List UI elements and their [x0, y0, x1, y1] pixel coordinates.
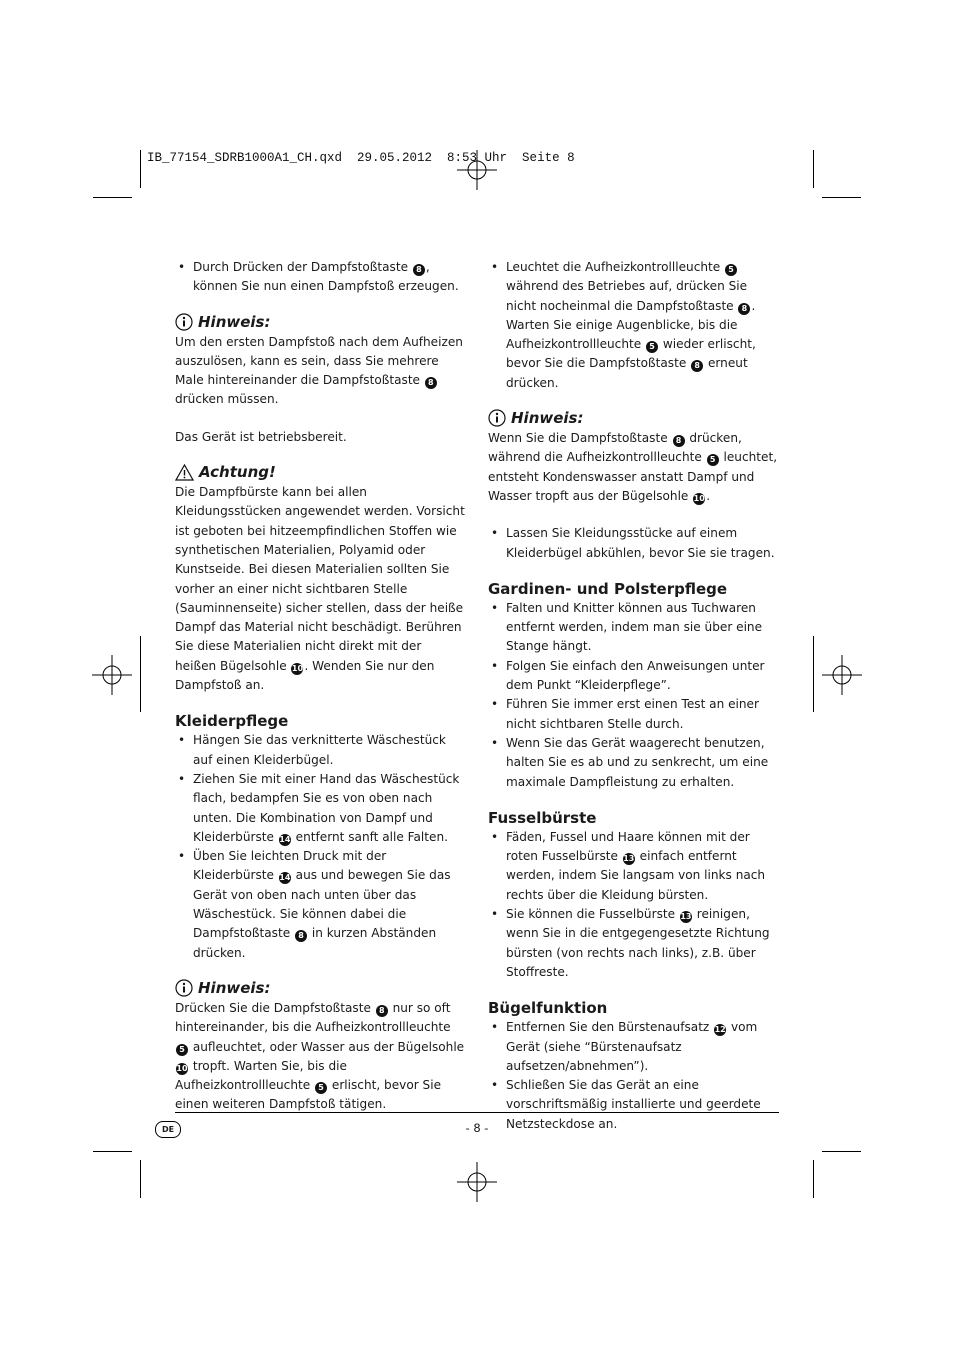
note-heading: Hinweis: — [488, 408, 780, 428]
info-icon — [488, 409, 506, 427]
list-item: • Entfernen Sie den Bürstenaufsatz 12 vom Gerät (siehe “Bürstenaufsatz aufsetzen/abnehmen”). — [488, 1018, 780, 1076]
right-column — [488, 258, 780, 1134]
part-number-badge: 8 — [295, 930, 307, 942]
language-badge: DE — [155, 1121, 181, 1138]
gardinen-list — [488, 599, 780, 792]
operation-list — [488, 258, 780, 393]
crop-mark — [813, 636, 814, 712]
warning-heading: Achtung! — [175, 462, 465, 482]
crop-mark — [140, 636, 141, 712]
crop-mark — [813, 150, 814, 188]
registration-mark-icon — [457, 1162, 497, 1202]
list-item: • Führen Sie immer erst einen Test an einer nicht sichtbaren Stelle durch. — [488, 695, 780, 734]
part-number-badge: 8 — [413, 264, 425, 276]
info-icon — [175, 979, 193, 997]
section-heading-kleiderpflege: Kleiderpflege — [175, 712, 289, 731]
registration-mark-icon — [457, 150, 497, 190]
crop-mark — [140, 150, 141, 188]
note-heading: Hinweis: — [175, 978, 465, 998]
warning-text: Die Dampfbürste kann bei allen Kleidungsstücken angewendet werden. Vorsicht ist geboten bei hitzeempfindlichen Stoffen wie synthetischen Materialien, Polyamid oder Kunstseide. Bei diesen Materialien sollten Sie vorher an einer nicht sichtbaren Stelle (Sauminnenseite) sicher stellen, dass der heiße Dampf das Material nicht beschädigt. Berühren Sie diese Materialien nicht direkt mit der heißen Bügelsohle 10. Wenden Sie nur den Dampfstoß an. — [175, 485, 465, 693]
part-number-badge: 13 — [680, 912, 692, 922]
list-item: • Folgen Sie einfach den Anweisungen unter dem Punkt “Kleiderpflege”. — [488, 657, 780, 696]
list-item: • Üben Sie leichten Druck mit der Kleiderbürste 14 aus und bewegen Sie das Gerät von oben nach unten über das Wäschestück. Sie können dabei die Dampfstoßtaste 8 in kurzen Abständen drücken. — [175, 847, 465, 963]
section-heading-gardinen: Gardinen- und Polsterpflege — [488, 579, 728, 598]
part-number-badge: 10 — [291, 663, 304, 673]
part-number-badge: 8 — [691, 360, 703, 372]
crop-mark — [140, 1160, 141, 1198]
part-number-badge: 5 — [707, 454, 719, 466]
part-number-badge: 14 — [279, 834, 291, 844]
part-number-badge: 8 — [673, 435, 685, 447]
part-number-badge: 10 — [176, 1063, 188, 1073]
info-icon — [175, 313, 193, 331]
note-heading: Hinweis: — [175, 312, 465, 332]
part-number-badge: 8 — [376, 1005, 388, 1017]
part-number-badge: 5 — [176, 1044, 188, 1056]
note-text: Um den ersten Dampfstoß nach dem Aufheizen auszulösen, kann es sein, dass Sie mehrere Male hintereinander die Dampfstoßtaste 8 drücken müssen. — [175, 334, 463, 407]
list-item: • Hängen Sie das verknitterte Wäschestück auf einen Kleiderbügel. — [175, 731, 465, 770]
intro-list — [175, 258, 465, 297]
crop-mark — [93, 197, 132, 198]
list-item: • Falten und Knitter können aus Tuchwaren entfernt werden, indem man sie über eine Stange hängt. — [488, 599, 780, 657]
left-column — [175, 258, 465, 1115]
list-item: • Schließen Sie das Gerät an eine vorschriftsmäßig installierte und geerdete Netzsteckdose an. — [488, 1076, 780, 1134]
part-number-badge: 14 — [279, 873, 291, 883]
crop-mark — [822, 197, 861, 198]
buegel-list — [488, 1018, 780, 1134]
cooling-list — [488, 524, 780, 563]
section-heading-fusselbuerste: Fusselbürste — [488, 808, 597, 827]
part-number-badge: 10 — [693, 493, 705, 503]
list-item: • Durch Drücken der Dampfstoßtaste 8 , können Sie nun einen Dampfstoß erzeugen. — [175, 258, 465, 297]
note-text: Wenn Sie die Dampfstoßtaste 8 drücken, während die Aufheizkontrollleuchte 5 leuchtet, entsteht Kondenswasser anstatt Dampf und Wasser tropft aus der Bügelsohle 10. — [488, 431, 778, 503]
part-number-badge: 8 — [425, 377, 437, 389]
list-item: • Ziehen Sie mit einer Hand das Wäschestück flach, bedampfen Sie es von oben nach unten. Die Kombination von Dampf und Kleiderbürste 14 entfernt sanft alle Falten. — [175, 770, 465, 847]
part-number-badge: 5 — [725, 264, 737, 276]
fussel-list — [488, 828, 780, 982]
part-number-badge: 5 — [315, 1082, 327, 1094]
print-header: IB_77154_SDRB1000A1_CH.qxd 29.05.2012 8:53 Uhr Seite 8 — [147, 151, 575, 165]
list-item: • Sie können die Fusselbürste 13 reinigen, wenn Sie in die entgegengesetzte Richtung bürsten (von rechts nach links), z.B. über Stoffreste. — [488, 905, 780, 982]
list-item: • Fäden, Fussel und Haare können mit der roten Fusselbürste 13 einfach entfernt werden, indem Sie langsam von links nach rechts über die Kleidung bürsten. — [488, 828, 780, 905]
registration-mark-icon — [822, 655, 862, 695]
ready-text: Das Gerät ist betriebsbereit. — [175, 429, 347, 444]
crop-mark — [93, 1151, 132, 1152]
section-heading-buegelfunktion: Bügelfunktion — [488, 999, 608, 1018]
list-item: • Wenn Sie das Gerät waagerecht benutzen, halten Sie es ab und zu senkrecht, um eine maximale Dampfleistung zu erhalten. — [488, 734, 780, 792]
part-number-badge: 5 — [646, 341, 658, 353]
part-number-badge: 12 — [714, 1025, 726, 1035]
note-text: Drücken Sie die Dampfstoßtaste 8 nur so oft hintereinander, bis die Aufheizkontrollleuchte 5 aufleuchtet, oder Wasser aus der Bügelsohle 10 tropft. Warten Sie, bis die Aufheizkontrollleuchte 5 erlischt, bevor Sie einen weiteren Dampfstoß tätigen. — [175, 1000, 465, 1112]
list-item: • Leuchtet die Aufheizkontrollleuchte 5 während des Betriebes auf, drücken Sie nicht nocheinmal die Dampfstoßtaste 8 . Warten Sie einige Augenblicke, bis die Aufheizkontrollleuchte 5 wieder erlischt, bevor Sie die Dampfstoßtaste 8 erneut drücken. — [488, 258, 780, 393]
page-number: - 8 - — [465, 1121, 489, 1135]
list-item: • Lassen Sie Kleidungsstücke auf einem Kleiderbügel abkühlen, bevor Sie sie tragen. — [488, 524, 780, 563]
part-number-badge: 8 — [738, 303, 750, 315]
footer-rule — [175, 1112, 779, 1113]
crop-mark — [813, 1160, 814, 1198]
crop-mark — [822, 1151, 861, 1152]
registration-mark-icon — [92, 655, 132, 695]
part-number-badge: 13 — [623, 854, 635, 864]
warning-triangle-icon — [175, 464, 194, 481]
kleiderpflege-list — [175, 731, 465, 963]
